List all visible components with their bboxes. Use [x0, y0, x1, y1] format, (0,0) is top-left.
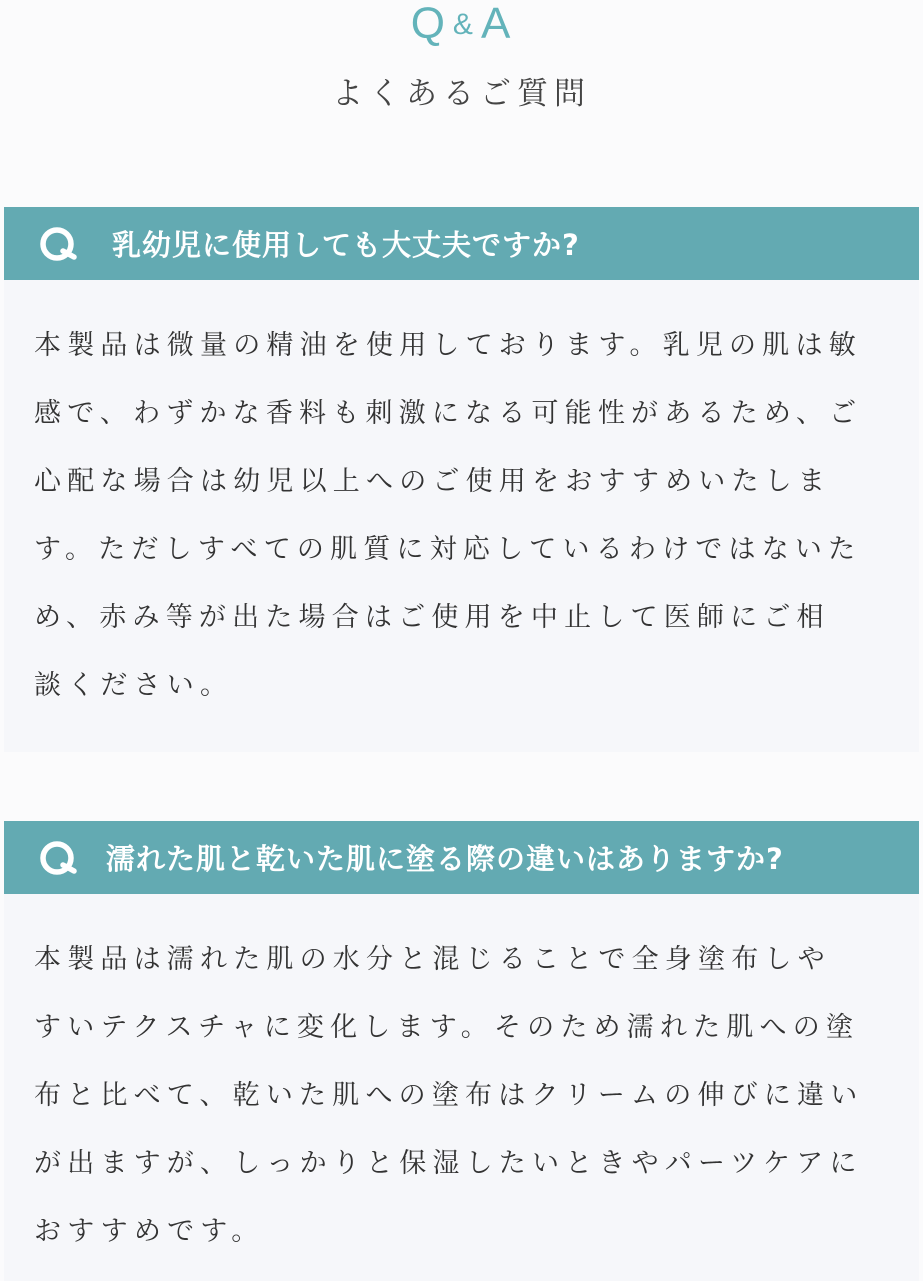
- answer-line: 本製品は微量の精油を使用しております。乳児の肌は敏: [34, 330, 862, 361]
- answer-line: 感で、わずかな香料も刺激になる可能性があるため、ご: [34, 398, 863, 429]
- q-icon: [34, 833, 84, 883]
- answer-line: め、赤み等が出た場合はご使用を中止して医師にご相: [34, 602, 830, 633]
- logo-amp: &: [452, 8, 475, 41]
- answer-line: 心配な場合は幼児以上へのご使用をおすすめいたしま: [34, 466, 832, 497]
- logo-q: Q: [410, 0, 447, 48]
- question-text: 乳幼児に使用しても大丈夫ですか?: [112, 228, 580, 262]
- answer-line: 談ください。: [34, 670, 234, 701]
- page-subtitle: よくあるご質問: [332, 76, 591, 112]
- answer-block: [4, 894, 919, 1281]
- question-bar: [4, 821, 919, 894]
- answer-line: 布と比べて、乾いた肌への塗布はクリームの伸びに違い: [34, 1080, 864, 1111]
- question-text: 濡れた肌と乾いた肌に塗る際の違いはありますか?: [106, 842, 784, 876]
- answer-block: [4, 280, 919, 752]
- answer-line: が出ますが、しっかりと保湿したいときやパーツケアに: [34, 1148, 863, 1179]
- q-icon: [34, 219, 84, 269]
- question-bar: [4, 207, 919, 280]
- logo-a: A: [480, 0, 513, 48]
- answer-line: 本製品は濡れた肌の水分と混じることで全身塗布しや: [34, 944, 831, 975]
- answer-line: す。ただしすべての肌質に対応しているわけではないた: [34, 534, 862, 565]
- answer-line: すいテクスチャに変化します。そのため濡れた肌への塗: [34, 1012, 860, 1043]
- qa-logo: [0, 2, 923, 47]
- answer-line: おすすめです。: [34, 1216, 265, 1247]
- faq-item: [4, 821, 919, 1281]
- faq-item: [4, 207, 919, 752]
